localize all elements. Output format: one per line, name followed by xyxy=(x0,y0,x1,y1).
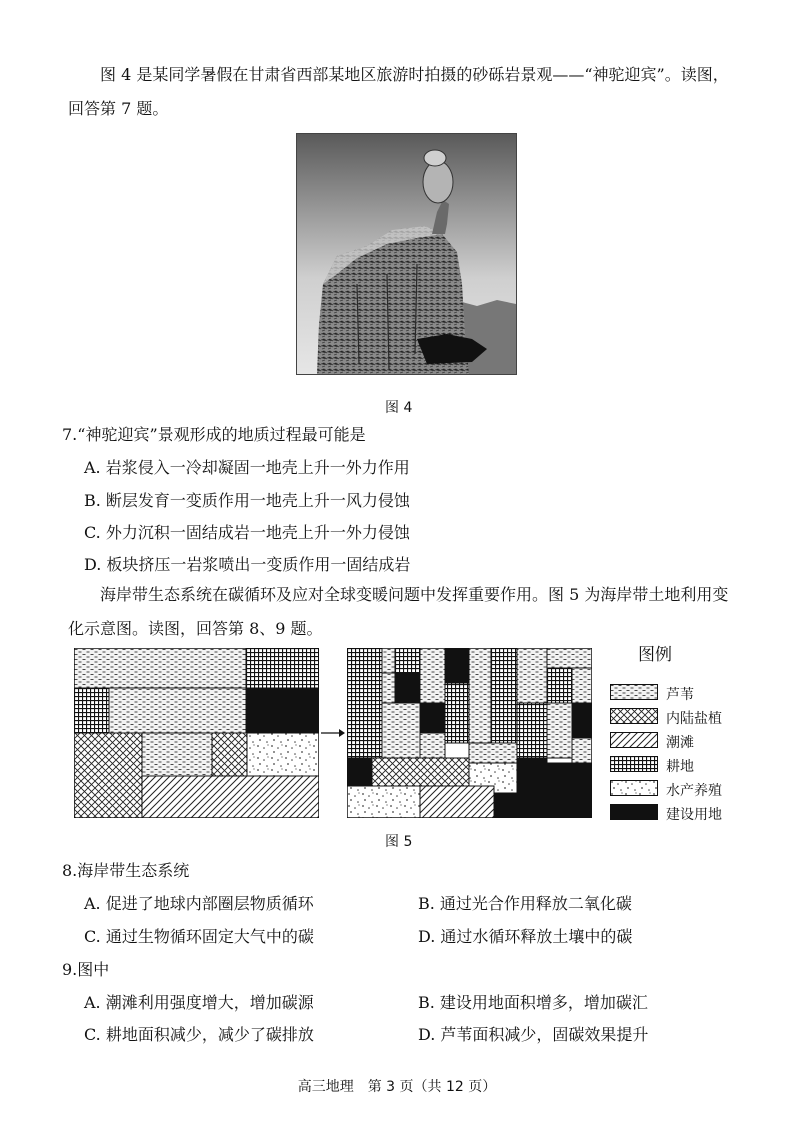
legend-label-aquaculture: 水产养殖 xyxy=(666,783,722,799)
question-7-option-c: C. 外力沉积一固结成岩一地壳上升一外力侵蚀 xyxy=(84,523,410,542)
question-9-option-b: B. 建设用地面积增多，增加碳汇 xyxy=(418,993,648,1012)
question-9-option-a: A. 潮滩利用强度增大，增加碳源 xyxy=(84,993,314,1012)
reed-swatch-icon xyxy=(610,684,658,700)
legend-label-reed: 芦苇 xyxy=(666,687,694,703)
legend-label-construction: 建设用地 xyxy=(666,807,722,823)
tidal-swatch-icon xyxy=(610,732,658,748)
figure-4-caption: 图 4 xyxy=(385,400,413,416)
aquaculture-swatch-icon xyxy=(610,780,658,796)
intro-paragraph-fig4: 图 4 是某同学暑假在甘肃省西部某地区旅游时拍摄的砂砾岩景观——“神驼迎宾”。读图，回答第 7 题。 xyxy=(68,65,729,118)
intro-paragraph-fig5: 海岸带生态系统在碳循环及应对全球变暖问题中发挥重要作用。图 5 为海岸带土地利用变化示意图。读图，回答第 8、9 题。 xyxy=(68,585,729,638)
rock-landscape-photo xyxy=(296,133,517,375)
land-use-map-after xyxy=(347,648,592,818)
construction-swatch-icon xyxy=(610,804,658,820)
question-7-option-a: A. 岩浆侵入一冷却凝固一地壳上升一外力作用 xyxy=(84,458,410,477)
question-9-stem: 9.图中 xyxy=(62,960,110,979)
question-8-stem: 8.海岸带生态系统 xyxy=(62,861,190,880)
legend-label-salt: 内陆盐植 xyxy=(666,711,722,727)
arrow-icon xyxy=(320,726,346,740)
question-9-option-d: D. 芦苇面积减少，固碳效果提升 xyxy=(418,1025,649,1044)
question-8-option-a: A. 促进了地球内部圈层物质循环 xyxy=(84,894,314,913)
legend-label-tidal: 潮滩 xyxy=(666,735,694,751)
salt-swatch-icon xyxy=(610,708,658,724)
question-7-option-d: D. 板块挤压一岩浆喷出一变质作用一固结成岩 xyxy=(84,555,411,574)
land-use-map-before xyxy=(74,648,319,818)
question-9-option-c: C. 耕地面积减少，减少了碳排放 xyxy=(84,1025,314,1044)
legend-title: 图例 xyxy=(638,645,672,665)
farmland-swatch-icon xyxy=(610,756,658,772)
question-7-option-b: B. 断层发育一变质作用一地壳上升一风力侵蚀 xyxy=(84,491,410,510)
question-8-option-d: D. 通过水循环释放土壤中的碳 xyxy=(418,927,633,946)
question-7-stem: 7.“神驼迎宾”景观形成的地质过程最可能是 xyxy=(62,425,366,444)
figure-5-caption: 图 5 xyxy=(385,834,413,850)
page-footer: 高三地理 第 3 页（共 12 页） xyxy=(297,1079,497,1095)
question-8-option-b: B. 通过光合作用释放二氧化碳 xyxy=(418,894,632,913)
question-8-option-c: C. 通过生物循环固定大气中的碳 xyxy=(84,927,314,946)
legend-label-farmland: 耕地 xyxy=(666,759,694,775)
